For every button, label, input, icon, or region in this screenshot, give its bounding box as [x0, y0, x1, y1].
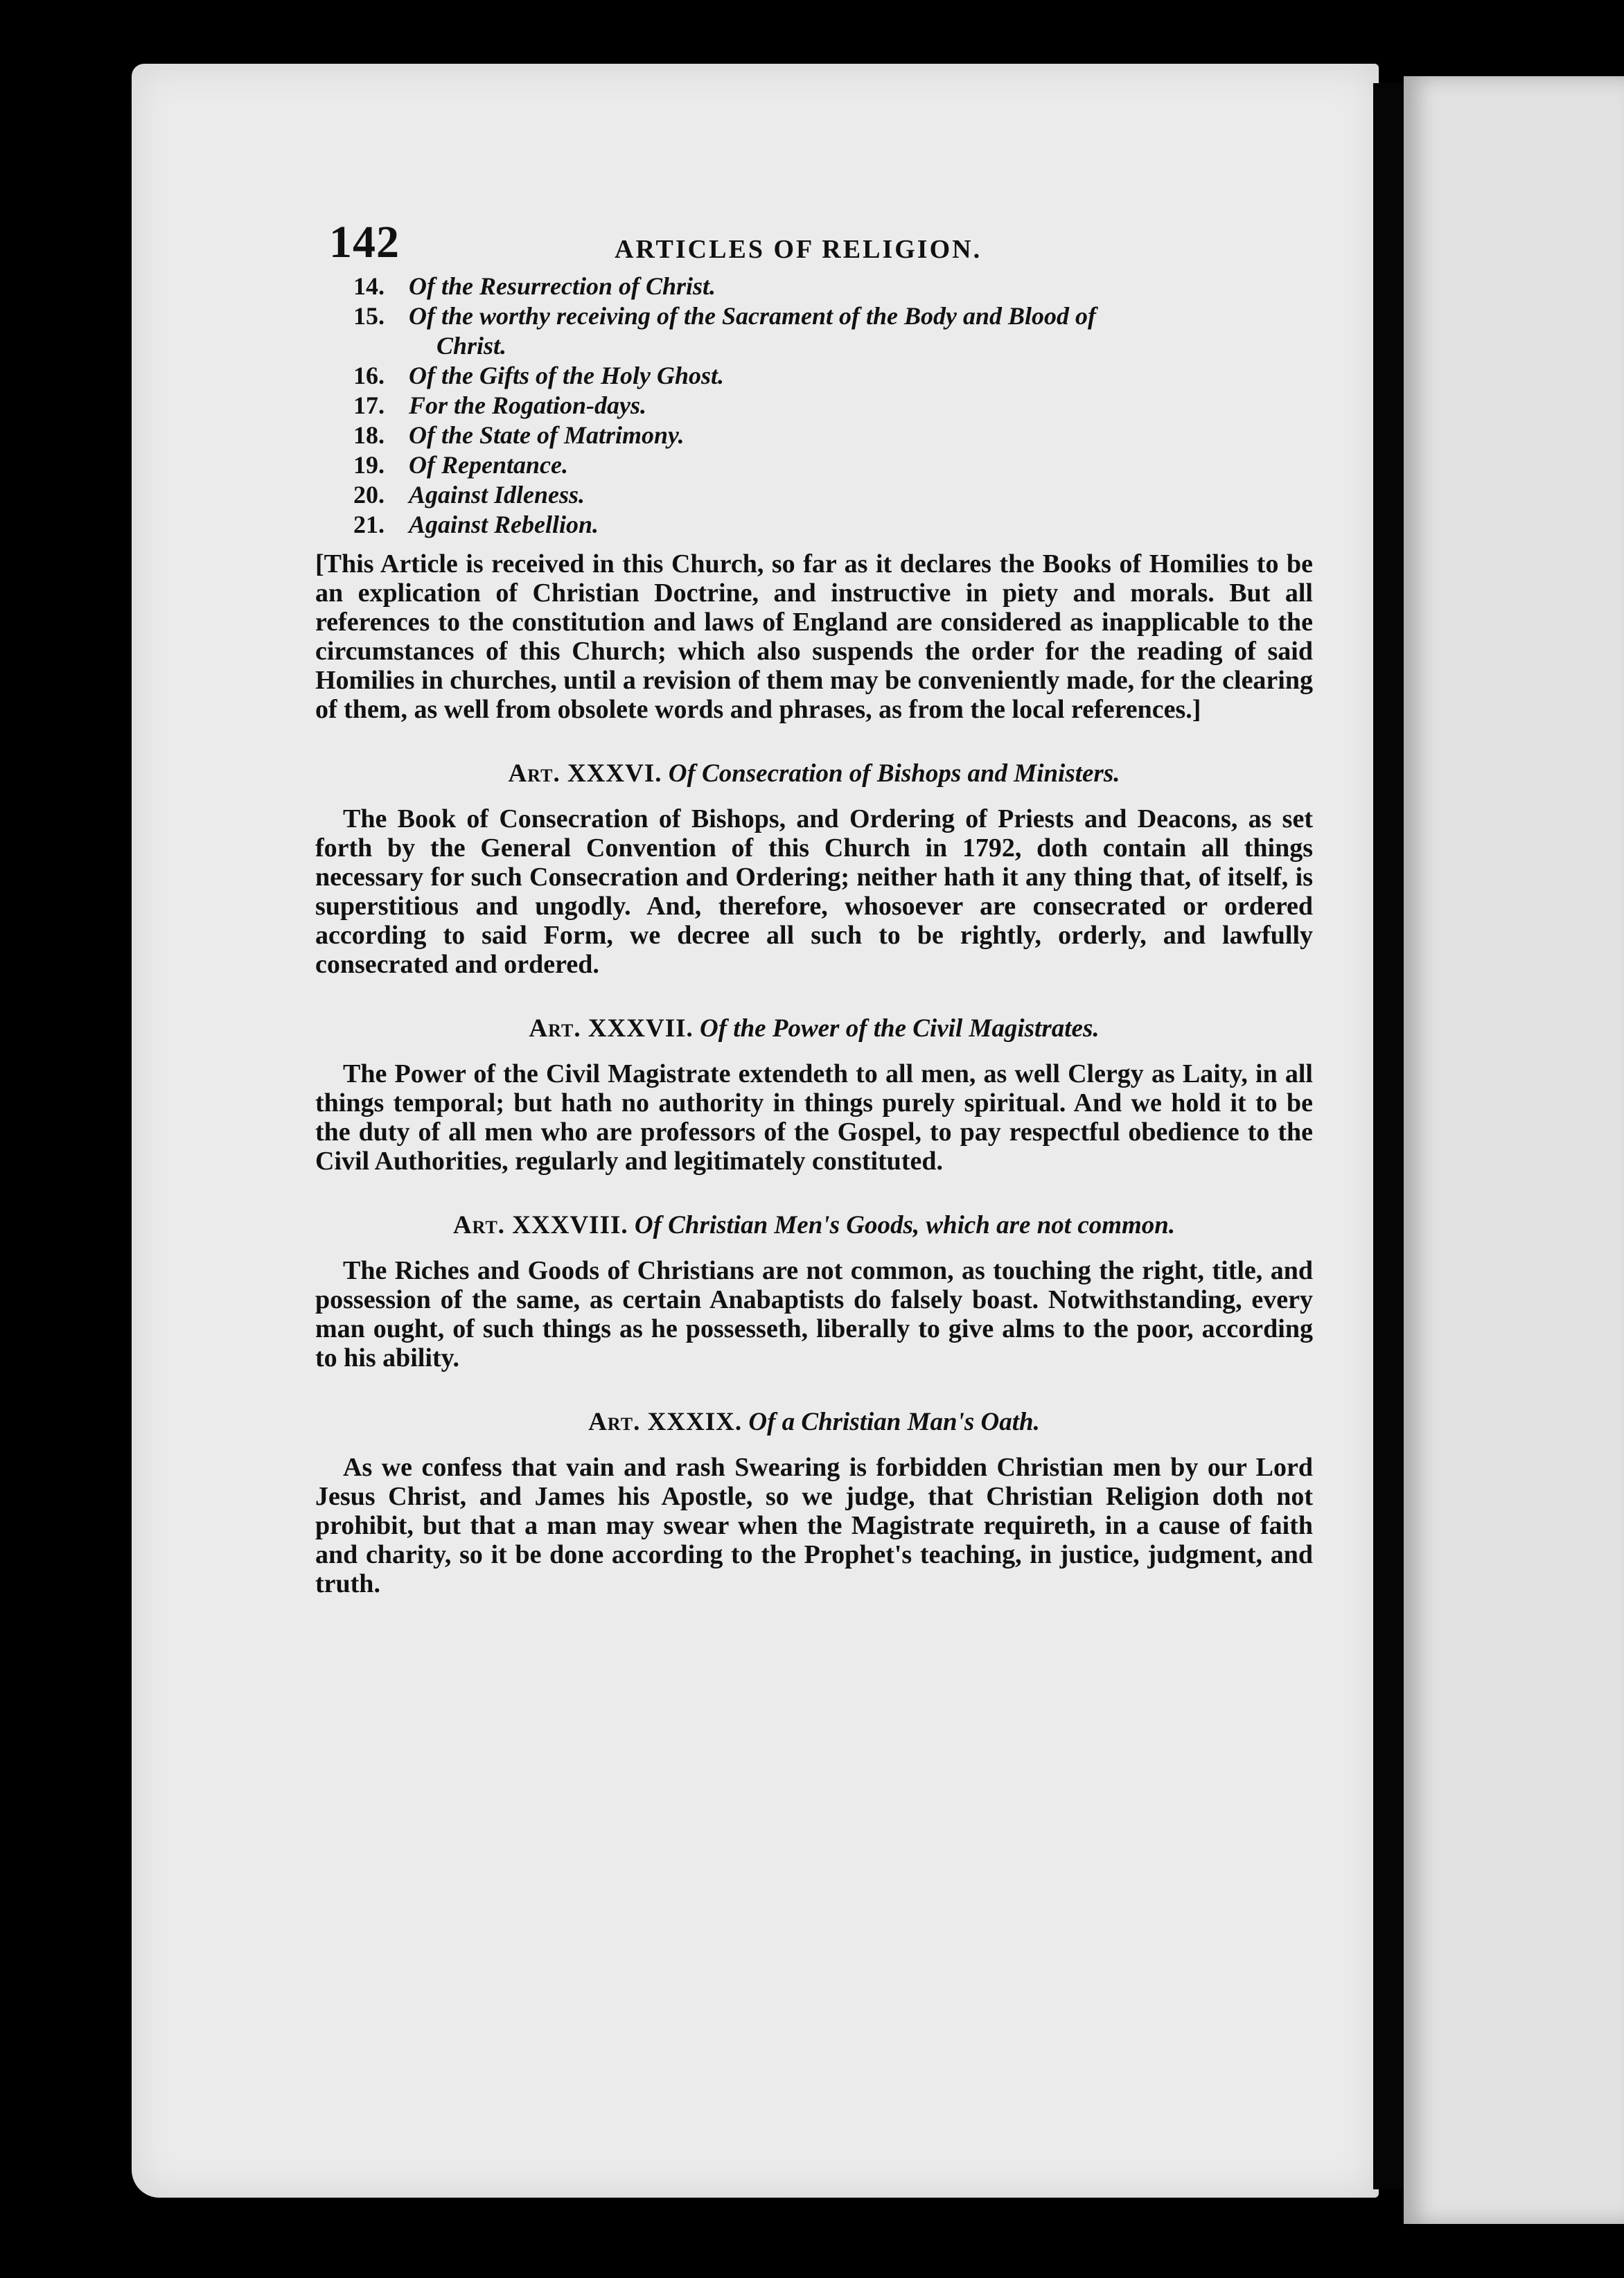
article-number: Art. XXXVIII. [452, 1211, 628, 1239]
homily-title: Of the State of Matrimony. [409, 421, 685, 449]
book-page-right [1404, 76, 1624, 2224]
homily-number: 17. [353, 391, 385, 419]
homily-title: Against Idleness. [409, 481, 585, 509]
homily-number: 16. [353, 362, 385, 389]
article-title: Of a Christian Man's Oath. [748, 1408, 1040, 1436]
running-head: ARTICLES OF RELIGION. [615, 235, 982, 264]
homily-title: Of Repentance. [409, 451, 568, 479]
homily-title: Against Rebellion. [409, 511, 599, 538]
homily-title: Of the worthy receiving of the Sacrament of the Body and Blood of Christ. [409, 301, 1309, 361]
article-heading [315, 1014, 1313, 1044]
article-title: Of Christian Men's Goods, which are not common. [634, 1211, 1176, 1239]
page-number: 142 [329, 217, 400, 267]
homily-title: For the Rogation-days. [409, 391, 647, 419]
homily-number: 20. [353, 481, 385, 509]
article-heading [315, 1407, 1313, 1438]
article-body: The Riches and Goods of Christians are not common, as touching the right, title, and possession of the same, as certain Anabaptists do falsely boast. Notwithstanding, every man ought, of such things as he possesseth, liberally to give alms to the poor, according to his ability. [315, 1256, 1313, 1372]
homily-number: 18. [353, 421, 385, 449]
article-title: Of the Power of the Civil Magistrates. [700, 1014, 1100, 1043]
article-title: Of Consecration of Bishops and Ministers. [668, 759, 1120, 788]
list-item [353, 361, 1313, 391]
article-body: The Power of the Civil Magistrate extendeth to all men, as well Clergy as Laity, in all things temporal; but hath no authority in things purely spiritual. And we hold it to be the duty of all men who are professors of the Gospel, to pay respectful obedience to the Civil Authorities, regularly and legitimately constituted. [315, 1059, 1313, 1176]
article-number: Art. XXXVII. [529, 1014, 694, 1043]
editorial-note: [This Article is received in this Church, so far as it declares the Books of Homilies to be an explication of Christian Doctrine, and instructive in piety and morals. But all references to the constitution and laws of England are considered as inapplicable to the circumstances of this Church; which also suspends the order for the reading of said Homilies in churches, until a revision of them may be conveniently made, for the clearing of them, as well from obsolete words and phrases, as from the local references.] [315, 549, 1313, 724]
list-item [353, 480, 1313, 510]
list-item [353, 450, 1313, 480]
homily-list [315, 272, 1313, 540]
article-number: Art. XXXIX. [588, 1408, 743, 1436]
homily-number: 15. [353, 302, 385, 330]
list-item [353, 391, 1313, 421]
homily-title: Of the Resurrection of Christ. [409, 272, 716, 300]
article-body: The Book of Consecration of Bishops, and Ordering of Priests and Deacons, as set forth by the General Convention of this Church in 1792, doth contain all things necessary for such Consecration and Ordering; neither hath it any thing that, of itself, is superstitious and ungodly. And, therefore, whosoever are consecrated or ordered according to said Form, we decree all such to be rightly, orderly, and lawfully consecrated and ordered. [315, 804, 1313, 979]
article-heading [315, 759, 1313, 789]
list-item [353, 421, 1313, 450]
homily-title: Of the Gifts of the Holy Ghost. [409, 362, 724, 389]
homily-number: 21. [353, 511, 385, 538]
page-header [315, 216, 1313, 272]
list-item [353, 272, 1313, 301]
book-gutter [1373, 83, 1404, 2189]
homily-number: 19. [353, 451, 385, 479]
list-item [353, 510, 1313, 540]
homily-title-continuation: Christ. [436, 332, 507, 360]
article-heading [315, 1210, 1313, 1241]
article-number: Art. XXXVI. [508, 759, 662, 788]
homily-number: 14. [353, 272, 385, 300]
page-content [315, 216, 1313, 1598]
list-item [353, 301, 1313, 361]
article-body: As we confess that vain and rash Swearing is forbidden Christian men by our Lord Jesus Christ, and James his Apostle, so we judge, that Christian Religion doth not prohibit, but that a man may swear when the Magistrate requireth, in a cause of faith and charity, so it be done according to the Prophet's teaching, in justice, judgment, and truth. [315, 1453, 1313, 1598]
